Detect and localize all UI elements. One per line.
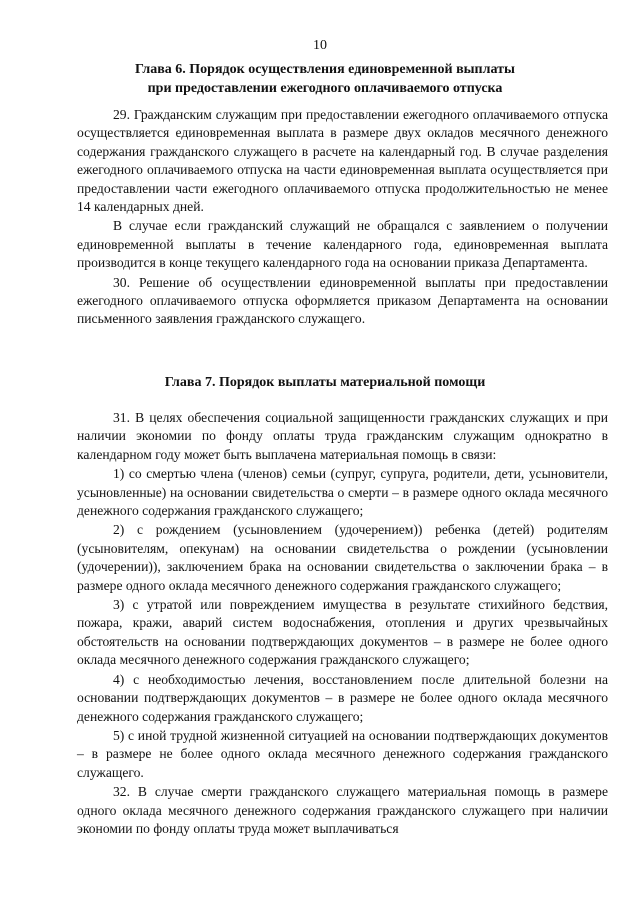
paragraph-30: 30. Решение об осуществлении единовременной выплаты при предоставлении ежегодного оплачиваемого отпуска оформляется приказом Департамента на основании письменного заявления гражданского служащего. — [77, 274, 608, 327]
chapter-6-body — [77, 106, 608, 329]
list-item-5: 5) с иной трудной жизненной ситуацией на основании подтверждающих документов – в размере не более одного оклада месячного денежного содержания гражданского служащего. — [77, 727, 608, 780]
paragraph-29: 29. Гражданским служащим при предоставлении ежегодного оплачиваемого отпуска осуществляется единовременная выплата в размере двух окладов месячного денежного содержания гражданского служащего в расчете на календарный год. В случае разделения ежегодного оплачиваемого отпуска на части единовременная выплата осуществляется при предоставлении части ежегодного оплачиваемого отпуска продолжительностью не менее 14 календарных дней. — [77, 107, 608, 215]
paragraph-29-continued: В случае если гражданский служащий не обращался с заявлением о получении единовременной выплаты в течение календарного года, единовременная выплата производится в конце текущего календарного года на основании приказа Департамента. — [77, 218, 608, 271]
paragraph-32: 32. В случае смерти гражданского служащего материальная помощь в размере одного оклада месячного денежного содержания гражданского служащего при наличии экономии по фонду оплаты труда может выплачиваться — [77, 784, 608, 836]
chapter-6-heading — [60, 60, 590, 98]
list-item-3: 3) с утратой или повреждением имущества в результате стихийного бедствия, пожара, кражи, аварий систем водоснабжения, отопления и других чрезвычайных обстоятельств на основании подтверждающих документов – в размере не более одного оклада месячного денежного содержания гражданского служащего; — [77, 597, 608, 668]
page-number: 10 — [313, 38, 327, 53]
list-item-1: 1) со смертью члена (членов) семьи (супруг, супруга, родители, дети, усыновители, усыновленные) на основании свидетельства о смерти – в размере одного оклада месячного денежного содержания гражданского служащего; — [77, 466, 608, 519]
paragraph-31: 31. В целях обеспечения социальной защищенности гражданских служащих и при наличии экономии по фонду оплаты труда гражданским служащим однократно в календарном году может быть выплачена материальная помощь в связи: — [77, 410, 608, 462]
chapter-6-title-line-2: при предоставлении ежегодного оплачиваемого отпуска — [147, 81, 503, 96]
chapter-6-title-line-1: Глава 6. Порядок осуществления единовременной выплаты — [135, 62, 515, 77]
list-item-2: 2) с рождением (усыновлением (удочерением)) ребенка (детей) родителям (усыновителям, опекунам) на основании свидетельства о рождении (усыновлении (удочерении)), заключением брака на основании свидетельства о заключении брака – в размере одного оклада месячного денежного содержания гражданского служащего; — [77, 522, 608, 593]
chapter-7-body — [77, 409, 608, 838]
list-item-4: 4) с необходимостью лечения, восстановлением после длительной болезни на основании подтверждающих документов – в размере не более одного оклада месячного денежного содержания гражданского служащего; — [77, 671, 608, 724]
chapter-7-heading: Глава 7. Порядок выплаты материальной помощи — [164, 375, 486, 390]
